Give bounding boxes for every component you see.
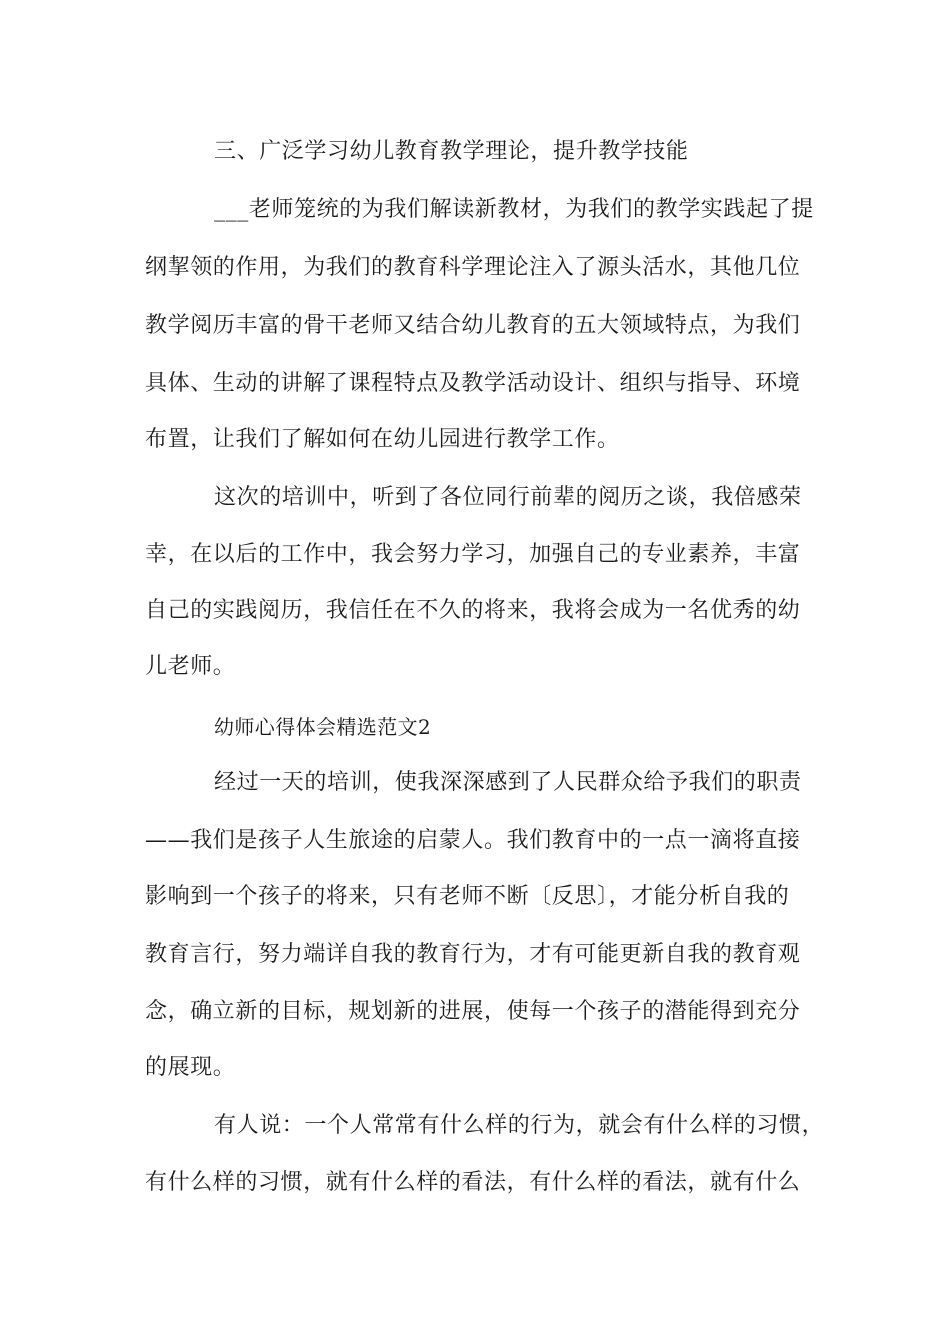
paragraph-line: 念，确立新的目标，规划新的进展，使每一个孩子的潜能得到充分 xyxy=(145,999,801,1024)
paragraph-line: 有什么样的习惯，就有什么样的看法，有什么样的看法，就有什么 xyxy=(145,1170,801,1195)
paragraph-line: 具体、生动的讲解了课程特点及教学活动设计、组织与指导、环境 xyxy=(145,371,801,396)
paragraph-line: 有人说：一个人常常有什么样的行为，就会有什么样的习惯， xyxy=(214,1113,825,1138)
paragraph-line: 经过一天的培训，使我深深感到了人民群众给予我们的职责 xyxy=(214,770,802,795)
paragraph-line: 幸，在以后的工作中，我会努力学习，加强自己的专业素养，丰富 xyxy=(145,542,801,567)
paragraph-line: 教育言行，努力端详自我的教育行为，才有可能更新自我的教育观 xyxy=(145,942,801,967)
paragraph-line: ___老师笼统的为我们解读新教材，为我们的教学实践起了提 xyxy=(214,197,814,222)
paragraph-line: 影响到一个孩子的将来，只有老师不断〔反思〕，才能分析自我的 xyxy=(145,884,790,909)
paragraph-line: 的展现。 xyxy=(145,1055,236,1080)
paragraph-line: 儿老师。 xyxy=(145,654,236,679)
section-heading: 三、广泛学习幼儿教育教学理论，提升教学技能 xyxy=(214,139,689,164)
article-title: 幼师心得体会精选范文2 xyxy=(214,715,432,739)
paragraph-line: 这次的培训中，听到了各位同行前辈的阅历之谈，我倍感荣 xyxy=(214,485,802,510)
paragraph-line: 自己的实践阅历，我信任在不久的将来，我将会成为一名优秀的幼 xyxy=(145,598,801,623)
paragraph-line: ——我们是孩子人生旅途的启蒙人。我们教育中的一点一滴将直接 xyxy=(145,828,801,853)
paragraph-line: 纲挈领的作用，为我们的教育科学理论注入了源头活水，其他几位 xyxy=(145,255,801,280)
paragraph-line: 布置，让我们了解如何在幼儿园进行教学工作。 xyxy=(145,427,620,452)
paragraph-line: 教学阅历丰富的骨干老师又结合幼儿教育的五大领域特点，为我们 xyxy=(145,313,801,338)
